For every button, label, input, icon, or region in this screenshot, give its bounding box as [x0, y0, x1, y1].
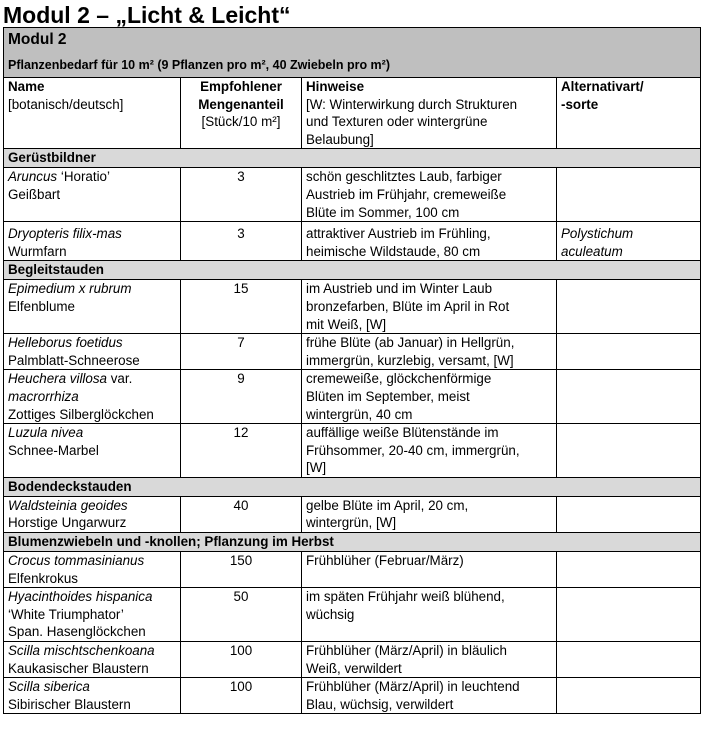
german-name: Palmblatt-Schneerose [8, 352, 140, 368]
botanical-name: Waldsteinia geoides [8, 497, 128, 513]
botanical-name-suffix: var. [107, 371, 133, 387]
column-header-quantity-title-1: Empfohlener [200, 79, 282, 94]
notes-cell [302, 588, 557, 642]
notes-line: wüchsig [306, 606, 355, 622]
notes-line: Weiß, verwildert [306, 660, 402, 676]
notes-cell [302, 168, 557, 222]
plant-name-cell [4, 424, 181, 478]
notes-line: auffällige weiße Blütenstände im [306, 425, 499, 441]
column-header-quantity-sub: [Stück/10 m²] [201, 114, 281, 130]
notes-line: Austrieb im Frühjahr, cremeweiße [306, 186, 507, 202]
notes-cell [302, 552, 557, 588]
botanical-name-variety: macrorrhiza [8, 388, 79, 404]
plant-table [3, 27, 701, 714]
plant-name-cell [4, 222, 181, 261]
table-row [4, 678, 701, 714]
quantity-cell [181, 222, 302, 261]
section-title: Begleitstauden [4, 261, 701, 280]
quantity-cell: 7 [181, 334, 302, 370]
column-header-alternative [557, 78, 701, 149]
column-header-name-title: Name [8, 79, 45, 94]
notes-cell [302, 678, 557, 714]
quantity-cell: 12 [181, 424, 302, 478]
alternative-name: aculeatum [561, 243, 623, 259]
table-row [4, 280, 701, 334]
german-name: Elfenkrokus [8, 570, 78, 586]
notes-line: Blüte im Sommer, 100 cm [306, 204, 460, 220]
plant-name-cell [4, 168, 181, 222]
quantity-cell: 15 [181, 280, 302, 334]
section-header-row [4, 149, 701, 168]
quantity-cell: 50 [181, 588, 302, 642]
plant-name-cell [4, 496, 181, 532]
alternative-cell [557, 370, 701, 424]
notes-cell [302, 280, 557, 334]
section-title: Gerüstbildner [4, 149, 701, 168]
botanical-name: Heuchera villosa [8, 371, 107, 387]
quantity-cell: 100 [181, 678, 302, 714]
notes-line: im späten Frühjahr weiß blühend, [306, 589, 505, 605]
plant-name-cell [4, 678, 181, 714]
alternative-cell [557, 168, 701, 222]
notes-line: gelbe Blüte im April, 20 cm, [306, 497, 469, 513]
alternative-cell [557, 280, 701, 334]
column-header-notes [302, 78, 557, 149]
table-row [4, 222, 701, 261]
alternative-cell [557, 496, 701, 532]
column-header-name-sub: [botanisch/deutsch] [8, 96, 124, 112]
module-name: Modul 2 [8, 31, 67, 48]
column-header-notes-sub-3: Belaubung] [306, 131, 374, 147]
cultivar-name: ‘White Triumphator’ [8, 606, 124, 622]
quantity-value: 3 [237, 226, 245, 242]
table-row [4, 424, 701, 478]
botanical-name: Crocus tommasinianus [8, 553, 145, 569]
german-name: Wurmfarn [8, 243, 67, 259]
module-header-row [4, 28, 701, 78]
section-header-row [4, 477, 701, 496]
alternative-cell [557, 552, 701, 588]
alternative-name: Polystichum [561, 226, 634, 242]
notes-cell [302, 496, 557, 532]
column-header-alternative-title-2: -sorte [561, 96, 599, 112]
botanical-name-suffix: ‘Horatio’ [57, 169, 110, 185]
column-header-quantity [181, 78, 302, 149]
column-header-notes-sub-2: und Texturen oder wintergrüne [306, 114, 488, 130]
module-header-cell [4, 28, 701, 78]
notes-cell [302, 424, 557, 478]
module-plant-need: Pflanzenbedarf für 10 m² (9 Pflanzen pro m², 40 Zwiebeln pro m²) [8, 58, 391, 72]
german-name: Geißbart [8, 186, 61, 202]
notes-cell [302, 642, 557, 678]
plant-name-cell [4, 642, 181, 678]
german-name: Elfenblume [8, 298, 75, 314]
plant-name-cell [4, 370, 181, 424]
botanical-name: Dryopteris filix-mas [8, 226, 122, 242]
quantity-cell: 9 [181, 370, 302, 424]
table-row [4, 334, 701, 370]
table-row [4, 370, 701, 424]
notes-line: wintergrün, 40 cm [306, 406, 413, 422]
notes-line: Frühsommer, 20-40 cm, immergrün, [306, 442, 520, 458]
german-name: Span. Hasenglöckchen [8, 624, 146, 640]
table-row [4, 168, 701, 222]
botanical-name: Aruncus [8, 169, 58, 185]
german-name: Schnee-Marbel [8, 442, 99, 458]
column-header-name [4, 78, 181, 149]
page-title: Modul 2 – „Licht & Leicht“ [3, 2, 291, 28]
plant-name-cell [4, 334, 181, 370]
notes-cell [302, 334, 557, 370]
notes-cell [302, 222, 557, 261]
notes-line: attraktiver Austrieb im Frühling, [306, 226, 491, 242]
botanical-name: Epimedium x rubrum [8, 281, 132, 297]
plant-name-cell [4, 588, 181, 642]
notes-line: mit Weiß, [W] [306, 316, 387, 332]
quantity-cell: 150 [181, 552, 302, 588]
notes-line: Frühblüher (März/April) in bläulich [306, 643, 507, 659]
plant-name-cell [4, 552, 181, 588]
column-header-alternative-title-1: Alternativart/ [561, 79, 644, 94]
column-header-quantity-title-2: Mengenanteil [198, 96, 284, 112]
notes-line: Blau, wüchsig, verwildert [306, 696, 454, 712]
alternative-cell [557, 642, 701, 678]
column-header-notes-sub-1: [W: Winterwirkung durch Strukturen [306, 96, 518, 112]
notes-line: heimische Wildstaude, 80 cm [306, 243, 481, 259]
alternative-cell [557, 222, 701, 261]
german-name: Zottiges Silberglöckchen [8, 406, 154, 422]
notes-line: bronzefarben, Blüte im April in Rot [306, 298, 510, 314]
column-header-row [4, 78, 701, 149]
table-row [4, 552, 701, 588]
quantity-cell: 3 [181, 168, 302, 222]
alternative-cell [557, 588, 701, 642]
botanical-name: Scilla mischtschenkoana [8, 643, 155, 659]
table-row [4, 496, 701, 532]
alternative-cell [557, 678, 701, 714]
botanical-name: Hyacinthoides hispanica [8, 589, 153, 605]
notes-line: frühe Blüte (ab Januar) in Hellgrün, [306, 335, 515, 351]
german-name: Sibirischer Blaustern [8, 696, 131, 712]
notes-cell [302, 370, 557, 424]
column-header-notes-title: Hinweise [306, 79, 365, 94]
table-row [4, 588, 701, 642]
section-header-row [4, 533, 701, 552]
notes-line: immergrün, kurzlebig, versamt, [W] [306, 352, 514, 368]
botanical-name: Scilla siberica [8, 679, 90, 695]
notes-line: [W] [306, 460, 327, 476]
notes-line: Frühblüher (Februar/März) [306, 553, 464, 569]
notes-line: Frühblüher (März/April) in leuchtend [306, 679, 520, 695]
botanical-name: Helleborus foetidus [8, 335, 123, 351]
table-row [4, 642, 701, 678]
plant-name-cell [4, 280, 181, 334]
notes-line: im Austrieb und im Winter Laub [306, 281, 493, 297]
botanical-name: Luzula nivea [8, 425, 84, 441]
german-name: Horstige Ungarwurz [8, 515, 127, 531]
notes-line: schön geschlitztes Laub, farbiger [306, 169, 502, 185]
alternative-cell [557, 334, 701, 370]
quantity-cell: 100 [181, 642, 302, 678]
section-title: Bodendeckstauden [4, 477, 701, 496]
section-header-row [4, 261, 701, 280]
quantity-cell: 40 [181, 496, 302, 532]
notes-line: Blüten im September, meist [306, 388, 470, 404]
section-title: Blumenzwiebeln und -knollen; Pflanzung im Herbst [4, 533, 701, 552]
notes-line: wintergrün, [W] [306, 515, 397, 531]
german-name: Kaukasischer Blaustern [8, 660, 149, 676]
notes-line: cremeweiße, glöckchenförmige [306, 371, 492, 387]
alternative-cell [557, 424, 701, 478]
